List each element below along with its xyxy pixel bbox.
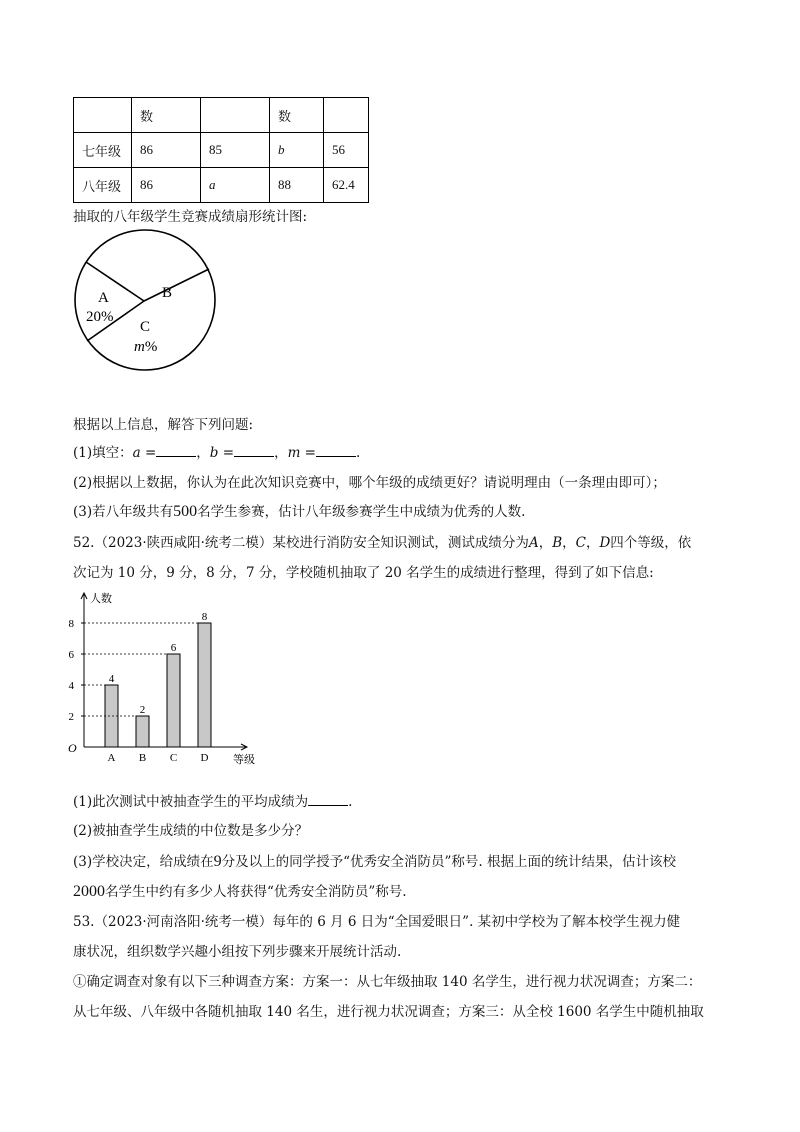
q53-line2: 康状况，组织数学兴趣小组按下列步骤来开展统计活动.	[73, 944, 402, 960]
answer-blank[interactable]	[156, 443, 196, 457]
table-cell: 86	[132, 133, 201, 168]
answer-blank[interactable]	[308, 792, 348, 806]
table-row	[74, 133, 369, 168]
q53-text: 每年的 6 月 6 日为“全国爱眼日”. 某初中学校为了解本校学生视力健	[272, 914, 681, 930]
grade-b: B	[552, 535, 563, 551]
bar-data-label: 8	[201, 611, 208, 623]
x-axis-label: 等级	[233, 754, 255, 766]
x-tick-label: B	[138, 752, 147, 764]
q52-text: 某校进行消防安全知识测试，测试成绩分为	[272, 535, 529, 551]
eq-sign: =	[218, 445, 235, 461]
y-tick-label: 4	[68, 680, 74, 692]
x-tick-label: A	[107, 752, 116, 764]
pie-label-b: B	[162, 285, 173, 301]
separator: ，	[274, 445, 288, 461]
table-cell	[201, 98, 270, 133]
bar	[167, 654, 180, 747]
table-cell: 数	[132, 98, 201, 133]
bar	[136, 716, 149, 747]
table-cell: 56	[324, 133, 369, 168]
q51-part3-post: 名学生参赛，估计八年级参赛学生中成绩为优秀的人数.	[197, 504, 526, 520]
eq-sign: =	[140, 445, 157, 461]
table-cell: b	[270, 133, 324, 168]
q53-line1	[73, 912, 680, 932]
table-cell: 八年级	[74, 168, 132, 203]
q52-part1-text: (1)此次测试中被抽查学生的平均成绩为	[73, 794, 309, 810]
bar-data-label: 4	[108, 673, 115, 685]
q52-tail: 四个等级，依	[610, 535, 692, 551]
separator: ，	[562, 535, 576, 551]
pie-label-a: A	[98, 290, 109, 306]
bar-data-label: 6	[170, 642, 177, 654]
question-source: （2023·陕西咸阳·统考二模）	[94, 535, 273, 551]
table-cell: 85	[201, 133, 270, 168]
table-cell: 88	[270, 168, 324, 203]
table-cell	[324, 98, 369, 133]
bar	[198, 623, 211, 747]
question-source: （2023·河南洛阳·统考一模）	[94, 914, 273, 930]
q51-part3-pre: (3)若八年级共有	[73, 504, 174, 520]
q52-line1	[73, 533, 691, 553]
period: .	[348, 794, 353, 810]
table-header-row	[74, 98, 369, 133]
x-tick-label: C	[169, 752, 178, 764]
grade-a: A	[528, 535, 539, 551]
bar-data-label: 2	[139, 704, 146, 716]
pie-label-c: C	[140, 319, 151, 335]
q51-part1-prefix: (1)填空：	[73, 445, 133, 461]
q51-part3-number: 500	[173, 503, 198, 520]
chart-layer	[68, 591, 255, 766]
table-row	[74, 168, 369, 203]
origin-label: O	[68, 741, 77, 755]
pie-chart	[70, 225, 220, 375]
eq-sign: =	[300, 445, 316, 461]
table-cell: 数	[270, 98, 324, 133]
q52-part1	[73, 792, 352, 812]
table-cell: a	[201, 168, 270, 203]
x-tick-label: D	[200, 752, 209, 764]
var-a: a	[132, 445, 141, 461]
period: .	[355, 445, 361, 461]
pie-label-a-percent: 20%	[86, 309, 114, 325]
q52-line2: 次记为 10 分，9 分，8 分，7 分，学校随机抽取了 20 名学生的成绩进行整理，得到了如下信息:	[73, 565, 654, 581]
grade-d: D	[599, 535, 611, 551]
q51-part1	[73, 443, 360, 463]
q52-part3	[73, 852, 676, 872]
var-m: m	[287, 445, 301, 461]
grade-c: C	[575, 535, 586, 551]
answer-blank[interactable]	[234, 443, 274, 457]
q51-part2: (2)根据以上数据，你认为在此次知识竞赛中，哪个年级的成绩更好？请说明理由（一条理由即可）；	[73, 475, 666, 491]
question-number: 53.	[73, 914, 95, 930]
pie-label-c-percent	[134, 339, 157, 355]
q52-part3-number: 9	[213, 853, 222, 870]
separator: ，	[538, 535, 553, 551]
table-cell: 七年级	[74, 133, 132, 168]
pie-percent-sign: %	[144, 339, 158, 355]
y-tick-label: 8	[68, 618, 74, 630]
table-cell: 62.4	[324, 168, 369, 203]
q52-part2: (2)被抽查学生成绩的中位数是多少分？	[73, 823, 309, 839]
q53-line4: 从七年级、八年级中各随机抽取 140 名生，进行视力状况调查；方案三：从全校 1600 名学生中随机抽取	[73, 1004, 704, 1020]
bar-chart	[62, 585, 262, 770]
q52-part4-number: 2000	[73, 883, 105, 900]
y-tick-label: 6	[68, 649, 74, 661]
table-cell	[74, 98, 132, 133]
table-cell: 86	[132, 168, 201, 203]
q53-line3: ①确定调查对象有以下三种调查方案：方案一：从七年级抽取 140 名学生，进行视力状况调查；方案二：	[73, 974, 702, 990]
q51-part3	[73, 502, 525, 522]
pie-m-var: m	[134, 339, 145, 355]
stats-table	[73, 97, 369, 203]
q52-part3-post: 分及以上的同学授予“优秀安全消防员”称号. 根据上面的统计结果，估计该校	[221, 854, 677, 870]
y-axis-label: 人数	[90, 593, 112, 605]
q52-part3-pre: (3)学校决定，给成绩在	[73, 854, 214, 870]
pie-caption: 抽取的八年级学生竞赛成绩扇形统计图:	[73, 209, 308, 225]
q51-intro: 根据以上信息，解答下列问题:	[73, 417, 254, 433]
separator: ，	[585, 535, 600, 551]
answer-blank[interactable]	[316, 443, 356, 457]
question-number: 52.	[73, 535, 95, 551]
y-tick-label: 2	[68, 711, 74, 723]
separator: ，	[196, 445, 210, 461]
q52-part4	[73, 882, 407, 902]
var-b: b	[209, 445, 219, 461]
q52-part4-post: 名学生中约有多少人将获得“优秀安全消防员”称号.	[105, 884, 407, 900]
